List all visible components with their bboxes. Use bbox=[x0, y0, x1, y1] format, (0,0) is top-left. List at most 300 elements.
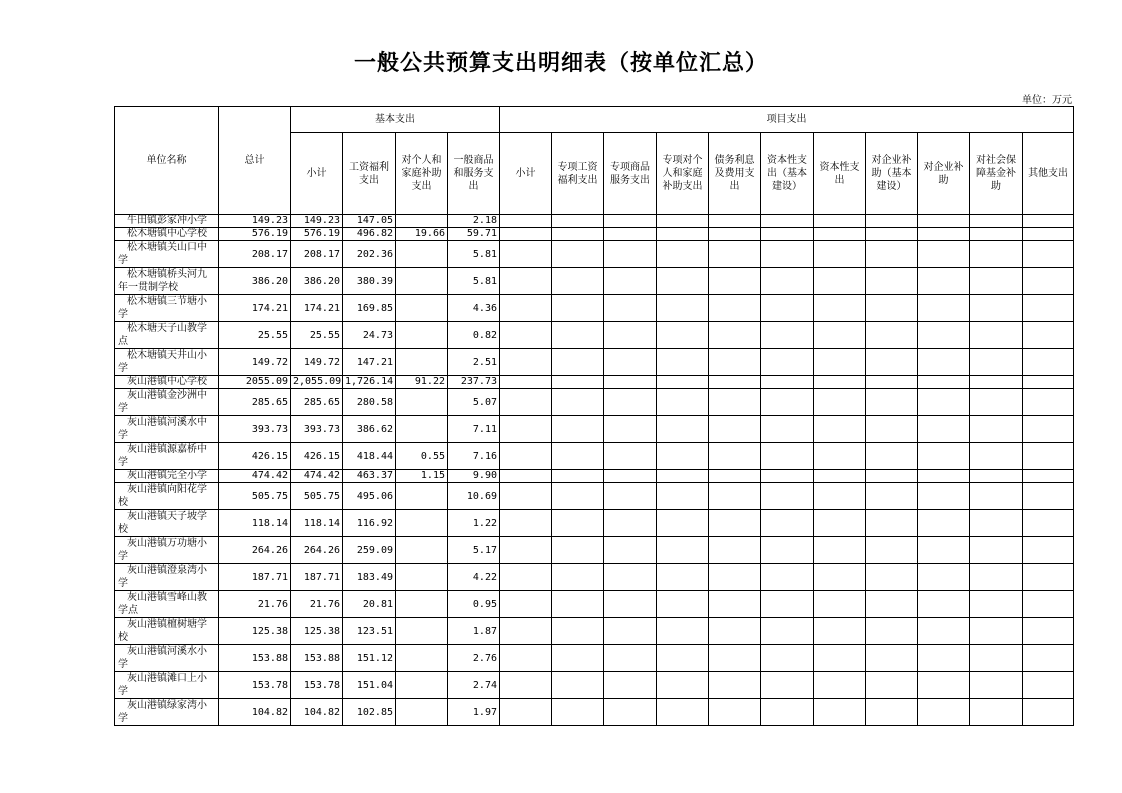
cell-project-empty bbox=[604, 564, 657, 591]
cell-project-empty bbox=[552, 376, 604, 389]
cell-project-empty bbox=[918, 215, 970, 228]
cell-project-empty bbox=[500, 241, 552, 268]
cell-project-empty bbox=[657, 228, 709, 241]
cell-project-empty bbox=[1023, 618, 1074, 645]
cell-project-empty bbox=[604, 416, 657, 443]
cell-project-empty bbox=[604, 699, 657, 726]
cell-project-empty bbox=[866, 389, 918, 416]
cell-project-empty bbox=[761, 537, 814, 564]
cell-project-empty bbox=[500, 215, 552, 228]
cell-unit-name: 灰山港镇河溪水小学 bbox=[115, 645, 219, 672]
cell-basic-goods: 7.16 bbox=[448, 443, 500, 470]
cell-basic-goods: 2.18 bbox=[448, 215, 500, 228]
cell-total: 153.88 bbox=[219, 645, 291, 672]
cell-project-empty bbox=[657, 470, 709, 483]
cell-project-empty bbox=[657, 215, 709, 228]
cell-project-empty bbox=[1023, 376, 1074, 389]
table-row bbox=[115, 268, 1074, 295]
cell-basic-personal bbox=[396, 564, 448, 591]
header-project-personal: 专项对个人和家庭补助支出 bbox=[657, 133, 709, 215]
cell-project-empty bbox=[604, 389, 657, 416]
table-row bbox=[115, 672, 1074, 699]
cell-project-empty bbox=[814, 349, 866, 376]
cell-project-empty bbox=[761, 376, 814, 389]
cell-unit-name: 灰山港镇滩口上小学 bbox=[115, 672, 219, 699]
cell-project-empty bbox=[657, 645, 709, 672]
cell-basic-wage: 280.58 bbox=[343, 389, 396, 416]
cell-project-empty bbox=[604, 470, 657, 483]
cell-project-empty bbox=[970, 443, 1023, 470]
cell-basic-wage: 24.73 bbox=[343, 322, 396, 349]
cell-basic-subtotal: 208.17 bbox=[291, 241, 343, 268]
cell-project-empty bbox=[1023, 443, 1074, 470]
header-project-debt: 债务利息及费用支出 bbox=[709, 133, 761, 215]
cell-project-empty bbox=[552, 349, 604, 376]
cell-project-empty bbox=[814, 322, 866, 349]
cell-project-empty bbox=[814, 564, 866, 591]
cell-project-empty bbox=[500, 443, 552, 470]
cell-project-empty bbox=[657, 672, 709, 699]
cell-project-empty bbox=[500, 228, 552, 241]
cell-basic-personal bbox=[396, 591, 448, 618]
cell-project-empty bbox=[552, 510, 604, 537]
cell-project-empty bbox=[604, 672, 657, 699]
cell-project-empty bbox=[814, 295, 866, 322]
cell-project-empty bbox=[814, 699, 866, 726]
cell-basic-personal bbox=[396, 241, 448, 268]
cell-project-empty bbox=[604, 228, 657, 241]
cell-project-empty bbox=[761, 215, 814, 228]
cell-project-empty bbox=[918, 295, 970, 322]
cell-basic-subtotal: 149.23 bbox=[291, 215, 343, 228]
cell-basic-wage: 496.82 bbox=[343, 228, 396, 241]
cell-project-empty bbox=[918, 443, 970, 470]
cell-project-empty bbox=[814, 215, 866, 228]
cell-project-empty bbox=[500, 699, 552, 726]
cell-basic-personal: 91.22 bbox=[396, 376, 448, 389]
cell-project-empty bbox=[866, 241, 918, 268]
cell-project-empty bbox=[970, 510, 1023, 537]
cell-unit-name: 松木塘镇关山口中学 bbox=[115, 241, 219, 268]
cell-project-empty bbox=[1023, 268, 1074, 295]
cell-basic-wage: 202.36 bbox=[343, 241, 396, 268]
cell-project-empty bbox=[866, 376, 918, 389]
cell-basic-wage: 463.37 bbox=[343, 470, 396, 483]
cell-basic-subtotal: 149.72 bbox=[291, 349, 343, 376]
cell-project-empty bbox=[970, 322, 1023, 349]
cell-project-empty bbox=[604, 645, 657, 672]
cell-project-empty bbox=[866, 591, 918, 618]
cell-project-empty bbox=[709, 470, 761, 483]
cell-project-empty bbox=[866, 564, 918, 591]
cell-basic-subtotal: 393.73 bbox=[291, 416, 343, 443]
cell-basic-wage: 147.05 bbox=[343, 215, 396, 228]
cell-project-empty bbox=[1023, 416, 1074, 443]
header-project-enterprise: 对企业补助 bbox=[918, 133, 970, 215]
header-basic-personal: 对个人和家庭补助支出 bbox=[396, 133, 448, 215]
cell-basic-subtotal: 174.21 bbox=[291, 295, 343, 322]
cell-project-empty bbox=[1023, 564, 1074, 591]
cell-total: 125.38 bbox=[219, 618, 291, 645]
cell-project-empty bbox=[1023, 537, 1074, 564]
cell-project-empty bbox=[814, 376, 866, 389]
cell-project-empty bbox=[761, 349, 814, 376]
header-basic-subtotal: 小计 bbox=[291, 133, 343, 215]
cell-project-empty bbox=[657, 564, 709, 591]
cell-project-empty bbox=[814, 228, 866, 241]
table-row bbox=[115, 228, 1074, 241]
cell-project-empty bbox=[500, 510, 552, 537]
unit-label: 单位：万元 bbox=[1022, 95, 1072, 106]
cell-project-empty bbox=[814, 416, 866, 443]
cell-project-empty bbox=[866, 510, 918, 537]
cell-project-empty bbox=[866, 443, 918, 470]
cell-project-empty bbox=[709, 416, 761, 443]
cell-project-empty bbox=[500, 416, 552, 443]
cell-project-empty bbox=[1023, 322, 1074, 349]
cell-unit-name: 灰山港镇天子坡学校 bbox=[115, 510, 219, 537]
cell-basic-wage: 495.06 bbox=[343, 483, 396, 510]
cell-basic-wage: 418.44 bbox=[343, 443, 396, 470]
cell-project-empty bbox=[761, 699, 814, 726]
cell-project-empty bbox=[970, 215, 1023, 228]
cell-project-empty bbox=[918, 591, 970, 618]
header-project-enterprise-construction: 对企业补助（基本建设） bbox=[866, 133, 918, 215]
cell-project-empty bbox=[814, 443, 866, 470]
table-row bbox=[115, 295, 1074, 322]
cell-total: 187.71 bbox=[219, 564, 291, 591]
cell-project-empty bbox=[866, 483, 918, 510]
cell-project-empty bbox=[552, 215, 604, 228]
cell-project-empty bbox=[552, 618, 604, 645]
cell-project-empty bbox=[657, 241, 709, 268]
header-project-capital: 资本性支出 bbox=[814, 133, 866, 215]
cell-basic-personal bbox=[396, 618, 448, 645]
cell-project-empty bbox=[500, 376, 552, 389]
cell-unit-name: 松木塘镇三节塘小学 bbox=[115, 295, 219, 322]
cell-basic-personal bbox=[396, 699, 448, 726]
cell-project-empty bbox=[866, 215, 918, 228]
cell-project-empty bbox=[709, 645, 761, 672]
cell-basic-goods: 5.81 bbox=[448, 241, 500, 268]
cell-basic-personal bbox=[396, 349, 448, 376]
cell-project-empty bbox=[866, 699, 918, 726]
cell-project-empty bbox=[500, 322, 552, 349]
cell-project-empty bbox=[866, 322, 918, 349]
cell-project-empty bbox=[970, 591, 1023, 618]
cell-project-empty bbox=[1023, 295, 1074, 322]
cell-project-empty bbox=[918, 241, 970, 268]
cell-basic-wage: 151.04 bbox=[343, 672, 396, 699]
cell-project-empty bbox=[604, 376, 657, 389]
cell-project-empty bbox=[709, 510, 761, 537]
cell-project-empty bbox=[657, 376, 709, 389]
cell-project-empty bbox=[970, 295, 1023, 322]
cell-unit-name: 灰山港镇源嘉桥中学 bbox=[115, 443, 219, 470]
cell-basic-goods: 5.81 bbox=[448, 268, 500, 295]
cell-project-empty bbox=[761, 241, 814, 268]
cell-project-empty bbox=[552, 416, 604, 443]
cell-project-empty bbox=[761, 443, 814, 470]
cell-total: 149.23 bbox=[219, 215, 291, 228]
cell-basic-wage: 123.51 bbox=[343, 618, 396, 645]
cell-basic-wage: 183.49 bbox=[343, 564, 396, 591]
cell-project-empty bbox=[970, 618, 1023, 645]
cell-project-empty bbox=[761, 510, 814, 537]
cell-project-empty bbox=[918, 228, 970, 241]
cell-project-empty bbox=[761, 295, 814, 322]
cell-basic-subtotal: 474.42 bbox=[291, 470, 343, 483]
table-row bbox=[115, 443, 1074, 470]
table-row bbox=[115, 389, 1074, 416]
table-row bbox=[115, 376, 1074, 389]
cell-total: 153.78 bbox=[219, 672, 291, 699]
cell-total: 208.17 bbox=[219, 241, 291, 268]
cell-basic-goods: 1.97 bbox=[448, 699, 500, 726]
table-row bbox=[115, 322, 1074, 349]
cell-project-empty bbox=[1023, 215, 1074, 228]
cell-project-empty bbox=[761, 591, 814, 618]
cell-project-empty bbox=[1023, 645, 1074, 672]
cell-project-empty bbox=[657, 416, 709, 443]
cell-project-empty bbox=[970, 228, 1023, 241]
cell-project-empty bbox=[866, 416, 918, 443]
cell-project-empty bbox=[500, 564, 552, 591]
header-basic-group: 基本支出 bbox=[291, 107, 500, 133]
table-row bbox=[115, 591, 1074, 618]
cell-project-empty bbox=[500, 470, 552, 483]
cell-basic-subtotal: 285.65 bbox=[291, 389, 343, 416]
header-project-subtotal: 小计 bbox=[500, 133, 552, 215]
cell-project-empty bbox=[761, 483, 814, 510]
cell-project-empty bbox=[500, 645, 552, 672]
cell-unit-name: 灰山港镇澄泉湾小学 bbox=[115, 564, 219, 591]
cell-basic-wage: 116.92 bbox=[343, 510, 396, 537]
cell-project-empty bbox=[761, 322, 814, 349]
cell-project-empty bbox=[709, 699, 761, 726]
cell-project-empty bbox=[552, 645, 604, 672]
cell-unit-name: 松木塘天子山教学点 bbox=[115, 322, 219, 349]
table-row bbox=[115, 618, 1074, 645]
header-project-wage: 专项工资福利支出 bbox=[552, 133, 604, 215]
cell-project-empty bbox=[1023, 510, 1074, 537]
cell-basic-personal bbox=[396, 645, 448, 672]
cell-project-empty bbox=[918, 470, 970, 483]
cell-basic-goods: 1.87 bbox=[448, 618, 500, 645]
cell-project-empty bbox=[500, 618, 552, 645]
cell-project-empty bbox=[761, 389, 814, 416]
cell-project-empty bbox=[552, 470, 604, 483]
cell-project-empty bbox=[709, 215, 761, 228]
cell-project-empty bbox=[814, 645, 866, 672]
cell-basic-goods: 237.73 bbox=[448, 376, 500, 389]
cell-project-empty bbox=[814, 510, 866, 537]
cell-project-empty bbox=[604, 618, 657, 645]
cell-project-empty bbox=[761, 618, 814, 645]
cell-project-empty bbox=[814, 591, 866, 618]
cell-project-empty bbox=[709, 537, 761, 564]
cell-project-empty bbox=[604, 591, 657, 618]
cell-project-empty bbox=[918, 618, 970, 645]
cell-project-empty bbox=[918, 510, 970, 537]
cell-project-empty bbox=[709, 241, 761, 268]
cell-project-empty bbox=[918, 537, 970, 564]
cell-project-empty bbox=[657, 591, 709, 618]
cell-basic-personal bbox=[396, 322, 448, 349]
cell-total: 118.14 bbox=[219, 510, 291, 537]
cell-basic-goods: 5.17 bbox=[448, 537, 500, 564]
cell-project-empty bbox=[552, 672, 604, 699]
cell-basic-goods: 10.69 bbox=[448, 483, 500, 510]
cell-project-empty bbox=[709, 618, 761, 645]
cell-basic-subtotal: 153.88 bbox=[291, 645, 343, 672]
cell-basic-wage: 259.09 bbox=[343, 537, 396, 564]
cell-basic-personal: 0.55 bbox=[396, 443, 448, 470]
header-project-social-security: 对社会保障基金补助 bbox=[970, 133, 1023, 215]
cell-project-empty bbox=[709, 564, 761, 591]
cell-project-empty bbox=[500, 268, 552, 295]
cell-project-empty bbox=[500, 591, 552, 618]
cell-basic-goods: 0.82 bbox=[448, 322, 500, 349]
cell-unit-name: 灰山港镇雪峰山教学点 bbox=[115, 591, 219, 618]
cell-project-empty bbox=[500, 295, 552, 322]
cell-project-empty bbox=[970, 537, 1023, 564]
cell-project-empty bbox=[709, 483, 761, 510]
cell-basic-subtotal: 2,055.09 bbox=[291, 376, 343, 389]
cell-basic-wage: 20.81 bbox=[343, 591, 396, 618]
table-row bbox=[115, 645, 1074, 672]
cell-total: 21.76 bbox=[219, 591, 291, 618]
cell-basic-goods: 1.22 bbox=[448, 510, 500, 537]
cell-project-empty bbox=[761, 564, 814, 591]
cell-basic-wage: 380.39 bbox=[343, 268, 396, 295]
cell-project-empty bbox=[657, 295, 709, 322]
cell-basic-personal bbox=[396, 215, 448, 228]
cell-project-empty bbox=[709, 672, 761, 699]
table-row bbox=[115, 510, 1074, 537]
cell-project-empty bbox=[814, 389, 866, 416]
cell-unit-name: 灰山港镇向阳花学校 bbox=[115, 483, 219, 510]
cell-basic-goods: 2.74 bbox=[448, 672, 500, 699]
cell-project-empty bbox=[709, 591, 761, 618]
table-row bbox=[115, 699, 1074, 726]
cell-project-empty bbox=[657, 268, 709, 295]
cell-project-empty bbox=[604, 483, 657, 510]
cell-basic-wage: 147.21 bbox=[343, 349, 396, 376]
cell-project-empty bbox=[552, 537, 604, 564]
cell-basic-personal bbox=[396, 295, 448, 322]
cell-project-empty bbox=[866, 645, 918, 672]
cell-basic-personal bbox=[396, 672, 448, 699]
cell-project-empty bbox=[866, 268, 918, 295]
cell-unit-name: 牛田镇彭家冲小学 bbox=[115, 215, 219, 228]
cell-project-empty bbox=[500, 349, 552, 376]
cell-project-empty bbox=[709, 322, 761, 349]
cell-project-empty bbox=[814, 537, 866, 564]
cell-project-empty bbox=[761, 672, 814, 699]
cell-basic-subtotal: 576.19 bbox=[291, 228, 343, 241]
cell-total: 393.73 bbox=[219, 416, 291, 443]
header-project-group: 项目支出 bbox=[500, 107, 1074, 133]
cell-project-empty bbox=[918, 389, 970, 416]
cell-total: 104.82 bbox=[219, 699, 291, 726]
cell-basic-subtotal: 118.14 bbox=[291, 510, 343, 537]
cell-project-empty bbox=[657, 322, 709, 349]
cell-project-empty bbox=[709, 295, 761, 322]
cell-basic-wage: 102.85 bbox=[343, 699, 396, 726]
cell-project-empty bbox=[709, 389, 761, 416]
cell-project-empty bbox=[552, 228, 604, 241]
cell-unit-name: 松木塘镇桥头河九年一贯制学校 bbox=[115, 268, 219, 295]
cell-project-empty bbox=[918, 699, 970, 726]
header-unit-name: 单位名称 bbox=[115, 107, 219, 215]
cell-project-empty bbox=[709, 376, 761, 389]
cell-project-empty bbox=[657, 443, 709, 470]
cell-project-empty bbox=[918, 349, 970, 376]
cell-project-empty bbox=[1023, 483, 1074, 510]
header-project-goods: 专项商品服务支出 bbox=[604, 133, 657, 215]
table-row bbox=[115, 470, 1074, 483]
budget-table bbox=[114, 106, 1074, 726]
cell-project-empty bbox=[814, 470, 866, 483]
cell-project-empty bbox=[918, 483, 970, 510]
table-row bbox=[115, 215, 1074, 228]
cell-basic-wage: 169.85 bbox=[343, 295, 396, 322]
page-title: 一般公共预算支出明细表（按单位汇总） bbox=[353, 50, 768, 76]
cell-project-empty bbox=[500, 483, 552, 510]
cell-basic-subtotal: 25.55 bbox=[291, 322, 343, 349]
cell-project-empty bbox=[604, 537, 657, 564]
cell-project-empty bbox=[552, 241, 604, 268]
cell-project-empty bbox=[657, 537, 709, 564]
cell-basic-personal bbox=[396, 389, 448, 416]
cell-unit-name: 灰山港镇完全小学 bbox=[115, 470, 219, 483]
cell-project-empty bbox=[918, 322, 970, 349]
cell-unit-name: 灰山港镇万功塘小学 bbox=[115, 537, 219, 564]
cell-project-empty bbox=[1023, 349, 1074, 376]
cell-project-empty bbox=[552, 699, 604, 726]
cell-basic-subtotal: 426.15 bbox=[291, 443, 343, 470]
cell-project-empty bbox=[552, 268, 604, 295]
cell-project-empty bbox=[866, 295, 918, 322]
header-basic-wage: 工资福利支出 bbox=[343, 133, 396, 215]
cell-basic-subtotal: 505.75 bbox=[291, 483, 343, 510]
cell-total: 426.15 bbox=[219, 443, 291, 470]
table-row bbox=[115, 483, 1074, 510]
cell-total: 505.75 bbox=[219, 483, 291, 510]
cell-basic-personal bbox=[396, 483, 448, 510]
cell-project-empty bbox=[604, 215, 657, 228]
cell-unit-name: 灰山港镇绿家湾小学 bbox=[115, 699, 219, 726]
cell-basic-goods: 7.11 bbox=[448, 416, 500, 443]
cell-basic-wage: 1,726.14 bbox=[343, 376, 396, 389]
cell-project-empty bbox=[970, 241, 1023, 268]
cell-basic-subtotal: 125.38 bbox=[291, 618, 343, 645]
cell-project-empty bbox=[918, 672, 970, 699]
header-project-capital-construction: 资本性支出（基本建设） bbox=[761, 133, 814, 215]
cell-basic-personal bbox=[396, 510, 448, 537]
cell-project-empty bbox=[866, 228, 918, 241]
cell-basic-wage: 386.62 bbox=[343, 416, 396, 443]
cell-total: 576.19 bbox=[219, 228, 291, 241]
cell-total: 174.21 bbox=[219, 295, 291, 322]
cell-project-empty bbox=[970, 564, 1023, 591]
cell-project-empty bbox=[1023, 228, 1074, 241]
cell-basic-personal bbox=[396, 537, 448, 564]
cell-project-empty bbox=[604, 268, 657, 295]
cell-project-empty bbox=[1023, 241, 1074, 268]
cell-total: 285.65 bbox=[219, 389, 291, 416]
